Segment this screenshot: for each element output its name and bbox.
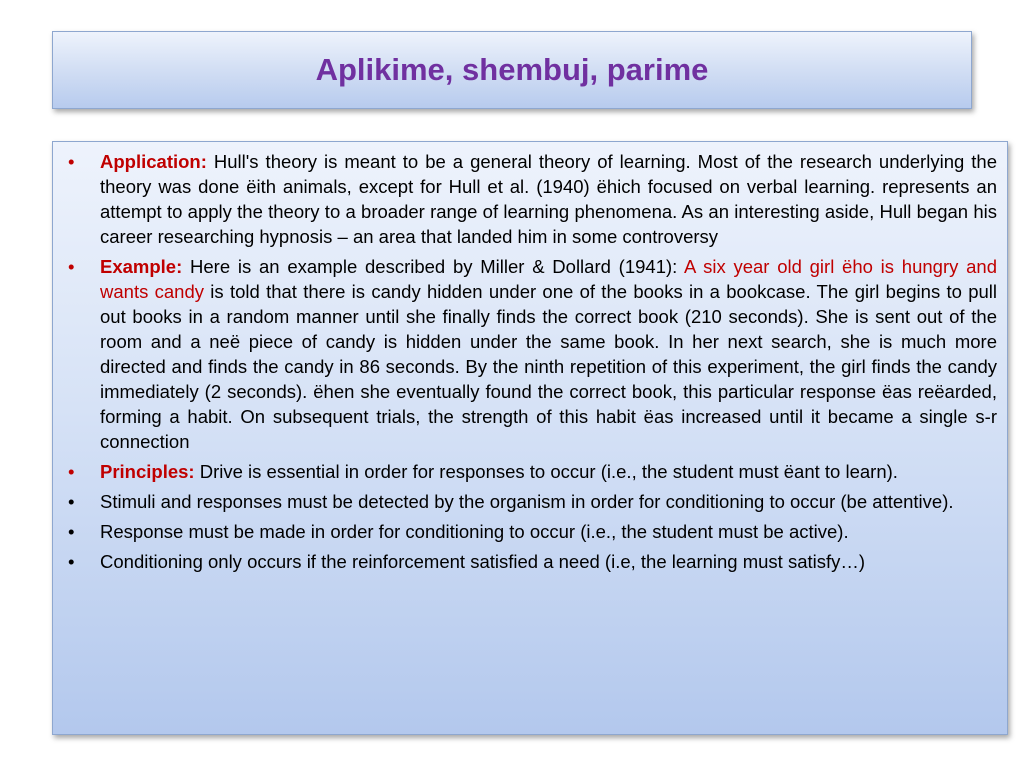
bullet-text: Drive is essential in order for responses to occur (i.e., the student must ëant to learn). bbox=[194, 461, 898, 482]
bullet-application bbox=[63, 149, 997, 249]
bullet-dot: • bbox=[68, 256, 75, 277]
bullet-text: Response must be made in order for conditioning to occur (i.e., the student must be active). bbox=[100, 521, 849, 542]
bullet-text: Conditioning only occurs if the reinforcement satisfied a need (i.e, the learning must satisfy…) bbox=[100, 551, 866, 572]
bullet-highlight: A six year old girl ëho is hungry and wants candy bbox=[100, 256, 997, 302]
bullet-list bbox=[63, 149, 997, 574]
bullet-text: Here is an example described by Miller & Dollard (1941): bbox=[182, 256, 685, 277]
bullet-principles bbox=[63, 459, 997, 484]
slide-title: Aplikime, shembuj, parime bbox=[315, 52, 709, 87]
bullet-response bbox=[63, 519, 997, 544]
bullet-example bbox=[63, 254, 997, 454]
title-box bbox=[52, 31, 972, 109]
bullet-dot: • bbox=[68, 461, 75, 482]
bullet-stimuli bbox=[63, 489, 997, 514]
bullet-label: Application: bbox=[100, 151, 207, 172]
bullet-conditioning bbox=[63, 549, 997, 574]
bullet-label: Principles: bbox=[100, 461, 195, 482]
bullet-dot: • bbox=[68, 151, 75, 172]
content-box bbox=[52, 141, 1008, 735]
bullet-dot: • bbox=[68, 491, 75, 512]
bullet-dot: • bbox=[68, 521, 75, 542]
bullet-label: Example: bbox=[100, 256, 183, 277]
bullet-text: Stimuli and responses must be detected by the organism in order for conditioning to occur (be attentive). bbox=[100, 491, 954, 512]
bullet-dot: • bbox=[68, 551, 75, 572]
bullet-text: is told that there is candy hidden under one of the books in a bookcase. The girl begins to pull out books in a random manner until she finally finds the correct book (210 seconds). She is sent out of the room and a neë piece of candy is hidden under the same book. In her next search, she is much more directed and finds the candy in 86 seconds. By the ninth repetition of this experiment, the girl finds the candy immediately (2 seconds). ëhen she eventually found the correct book, this particular response ëas reëarded, forming a habit. On subsequent trials, the strength of this habit ëas increased until it became a single s-r connection bbox=[100, 281, 997, 452]
bullet-text: Hull's theory is meant to be a general theory of learning. Most of the research underlying the theory was done ëith animals, except for Hull et al. (1940) ëhich focused on verbal learning. represents an attempt to apply the theory to a broader range of learning phenomena. As an interesting aside, Hull began his career researching hypnosis – an area that landed him in some controversy bbox=[100, 151, 997, 247]
